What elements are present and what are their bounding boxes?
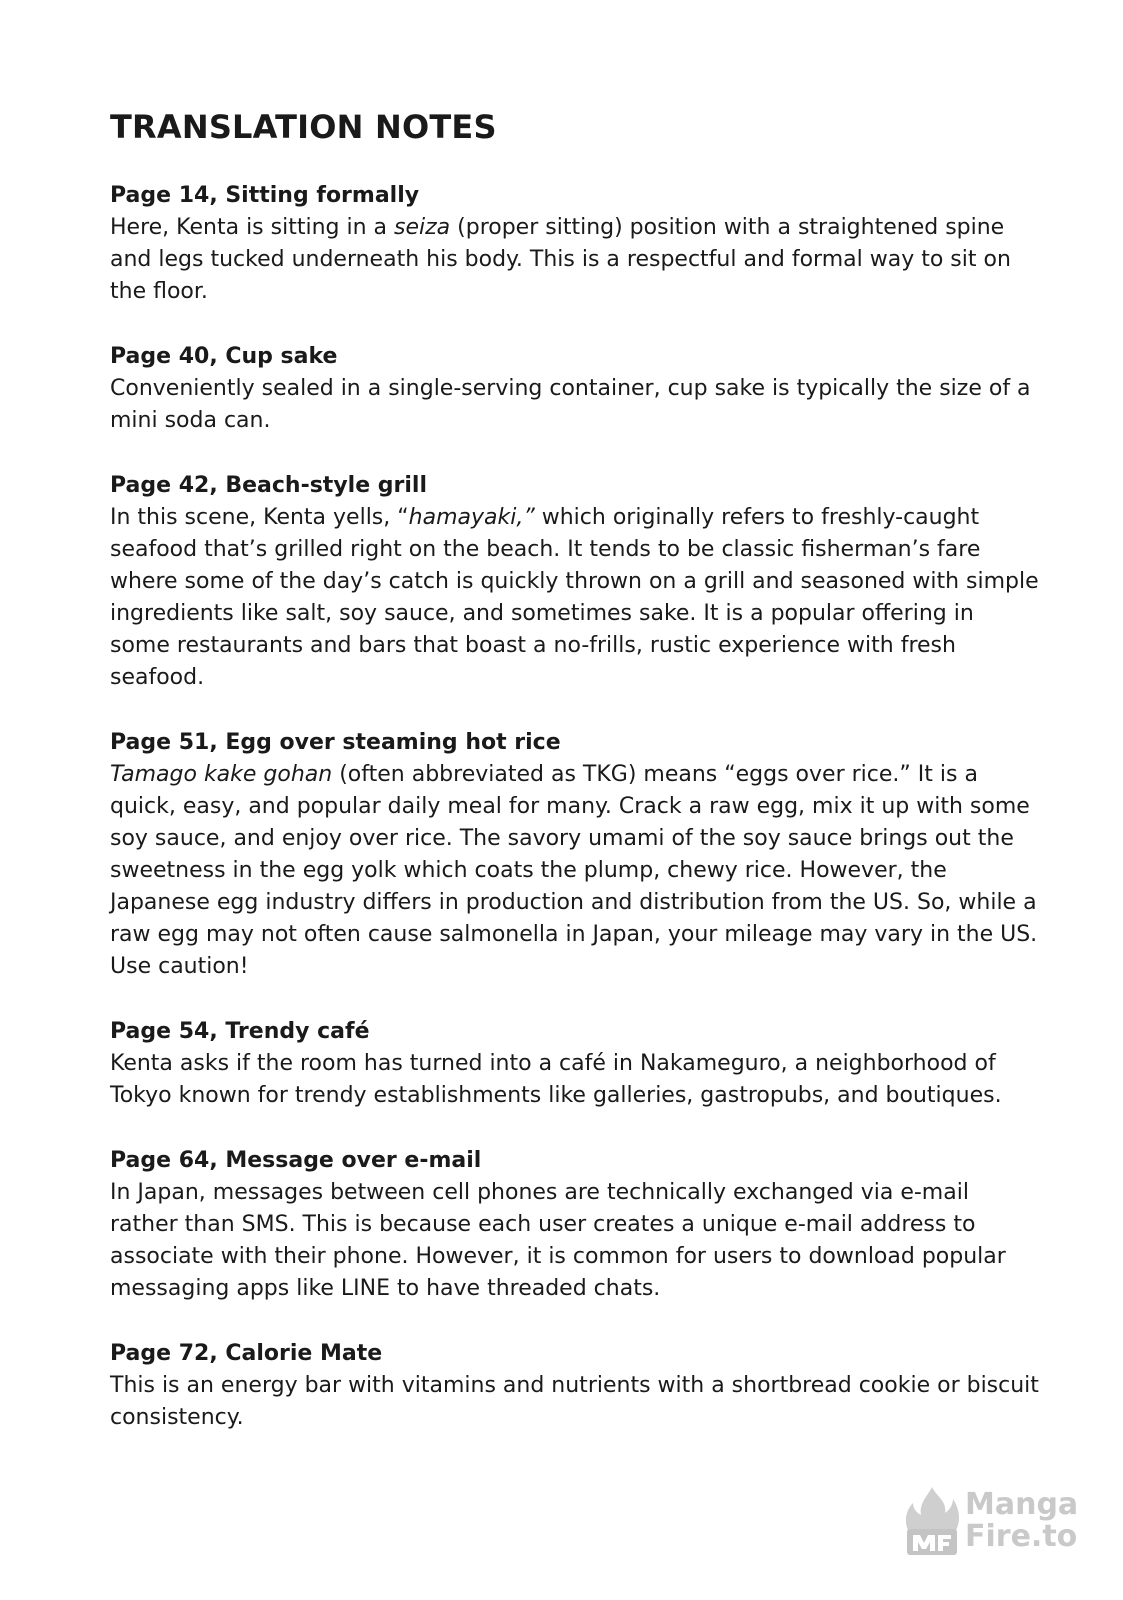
flame-logo-icon	[901, 1483, 963, 1559]
note-text: (proper sitting) position with a straightened spine and legs tucked underneath his body. This is a respectful and formal way to sit on the floor.	[110, 215, 1011, 305]
note-heading: Page 40, Cup sake	[110, 344, 338, 370]
notes-list	[110, 180, 1040, 1434]
note-text: which originally refers to freshly-caught seafood that’s grilled right on the beach. It tends to be classic fisherman’s fare where some of the day’s catch is quickly thrown on a grill and seasoned with simple ingredients like salt, soy sauce, and sometimes sake. It is a popular offering in some restaurants and bars that boast a no-frills, rustic experience with fresh seafood.	[110, 505, 1039, 691]
note-text: In this scene, Kenta yells, “	[110, 505, 409, 531]
note-text: In Japan, messages between cell phones are technically exchanged via e-mail rather than SMS. This is because each user creates a unique e-mail address to associate with their phone. However, it is common for users to download popular messaging apps like LINE to have threaded chats.	[110, 1180, 1006, 1302]
note-body	[110, 502, 1040, 694]
watermark-line1: Manga	[965, 1487, 1079, 1522]
document-page	[110, 108, 1040, 1467]
translation-note	[110, 1016, 1040, 1112]
translation-note	[110, 727, 1040, 983]
translation-note	[110, 470, 1040, 694]
note-heading: Page 54, Trendy café	[110, 1019, 370, 1045]
note-text: This is an energy bar with vitamins and nutrients with a shortbread cookie or biscuit consistency.	[110, 1373, 1039, 1431]
note-term: Tamago kake gohan	[110, 762, 333, 788]
note-heading: Page 64, Message over e-mail	[110, 1148, 482, 1174]
watermark-logo	[901, 1483, 1081, 1559]
translation-note	[110, 1338, 1040, 1434]
note-text: (often abbreviated as TKG) means “eggs over rice.” It is a quick, easy, and popular daily meal for many. Crack a raw egg, mix it up with some soy sauce, and enjoy over rice. The savory umami of the soy sauce brings out the sweetness in the egg yolk which coats the plump, chewy rice. However, the Japanese egg industry differs in production and distribution from the US. So, while a raw egg may not often cause salmonella in Japan, your mileage may vary in the US. Use caution!	[110, 762, 1038, 980]
note-term: hamayaki,”	[408, 505, 535, 531]
note-heading: Page 72, Calorie Mate	[110, 1341, 383, 1367]
translation-note	[110, 341, 1040, 437]
translation-note	[110, 1145, 1040, 1305]
note-heading: Page 42, Beach-style grill	[110, 473, 428, 499]
note-body	[110, 1177, 1040, 1305]
translation-note	[110, 180, 1040, 308]
note-text: Conveniently sealed in a single-serving container, cup sake is typically the size of a mini soda can.	[110, 376, 1031, 434]
note-body	[110, 759, 1040, 983]
note-text: Here, Kenta is sitting in a	[110, 215, 395, 241]
note-body	[110, 1370, 1040, 1434]
watermark-line2: Fire.to	[965, 1519, 1078, 1554]
note-body	[110, 373, 1040, 437]
note-body	[110, 212, 1040, 308]
note-heading: Page 14, Sitting formally	[110, 183, 420, 209]
page-title: TRANSLATION NOTES	[110, 108, 497, 146]
note-heading: Page 51, Egg over steaming hot rice	[110, 730, 561, 756]
note-body	[110, 1048, 1040, 1112]
watermark-text	[965, 1489, 1078, 1553]
note-text: Kenta asks if the room has turned into a café in Nakameguro, a neighborhood of Tokyo known for trendy establishments like galleries, gastropubs, and boutiques.	[110, 1051, 1002, 1109]
note-term: seiza	[394, 215, 451, 241]
